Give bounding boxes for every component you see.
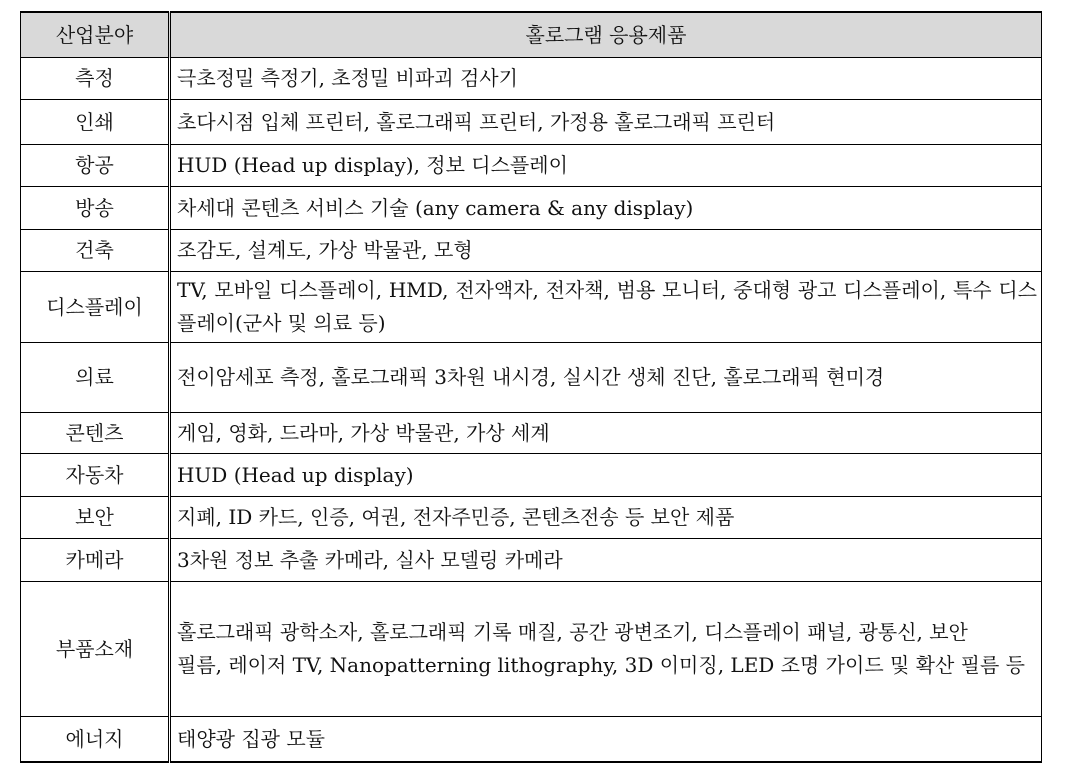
products-cell: 태양광 집광 모듈	[170, 717, 1042, 763]
field-cell: 자동차	[21, 454, 170, 497]
header-field: 산업분야	[21, 12, 170, 58]
table-row	[21, 343, 1042, 413]
products-cell: HUD (Head up display), 정보 디스플레이	[170, 145, 1042, 187]
table-row	[21, 187, 1042, 230]
field-cell: 건축	[21, 230, 170, 272]
field-cell: 카메라	[21, 539, 170, 582]
table-row	[21, 230, 1042, 272]
table-row	[21, 100, 1042, 145]
field-cell: 콘텐츠	[21, 413, 170, 454]
table-row	[21, 58, 1042, 100]
field-cell: 에너지	[21, 717, 170, 763]
field-cell: 부품소재	[21, 582, 170, 717]
products-cell: 전이암세포 측정, 홀로그래픽 3차원 내시경, 실시간 생체 진단, 홀로그래픽 현미경	[170, 343, 1042, 413]
hologram-applications-table	[20, 11, 1042, 763]
products-cell: 3차원 정보 추출 카메라, 실사 모델링 카메라	[170, 539, 1042, 582]
table-row	[21, 497, 1042, 539]
field-cell: 의료	[21, 343, 170, 413]
table-row	[21, 145, 1042, 187]
header-products: 홀로그램 응용제품	[170, 12, 1042, 58]
field-cell: 인쇄	[21, 100, 170, 145]
products-cell	[170, 582, 1042, 717]
table-row	[21, 272, 1042, 343]
products-line: 홀로그래픽 광학소자, 홀로그래픽 기록 매질, 공간 광변조기, 디스플레이 패널, 광통신, 보안	[177, 620, 968, 644]
products-cell: 극초정밀 측정기, 초정밀 비파괴 검사기	[170, 58, 1042, 100]
table-row	[21, 413, 1042, 454]
table-row	[21, 717, 1042, 763]
table-row	[21, 539, 1042, 582]
products-line: 필름, 레이저 TV, Nanopatterning lithography, 3D 이미징, LED 조명 가이드 및 확산 필름 등	[177, 653, 1025, 677]
products-cell: 지폐, ID 카드, 인증, 여권, 전자주민증, 콘텐츠전송 등 보안 제품	[170, 497, 1042, 539]
field-cell: 디스플레이	[21, 272, 170, 343]
table-row	[21, 454, 1042, 497]
products-cell: 게임, 영화, 드라마, 가상 박물관, 가상 세계	[170, 413, 1042, 454]
products-cell: 조감도, 설계도, 가상 박물관, 모형	[170, 230, 1042, 272]
field-cell: 보안	[21, 497, 170, 539]
products-cell: HUD (Head up display)	[170, 454, 1042, 497]
products-cell: TV, 모바일 디스플레이, HMD, 전자액자, 전자책, 범용 모니터, 중대형 광고 디스플레이, 특수 디스플레이(군사 및 의료 등)	[170, 272, 1042, 343]
products-cell: 차세대 콘텐츠 서비스 기술 (any camera & any display)	[170, 187, 1042, 230]
products-cell: 초다시점 입체 프린터, 홀로그래픽 프린터, 가정용 홀로그래픽 프린터	[170, 100, 1042, 145]
header-row	[21, 12, 1042, 58]
field-cell: 측정	[21, 58, 170, 100]
table-row	[21, 582, 1042, 717]
field-cell: 방송	[21, 187, 170, 230]
field-cell: 항공	[21, 145, 170, 187]
